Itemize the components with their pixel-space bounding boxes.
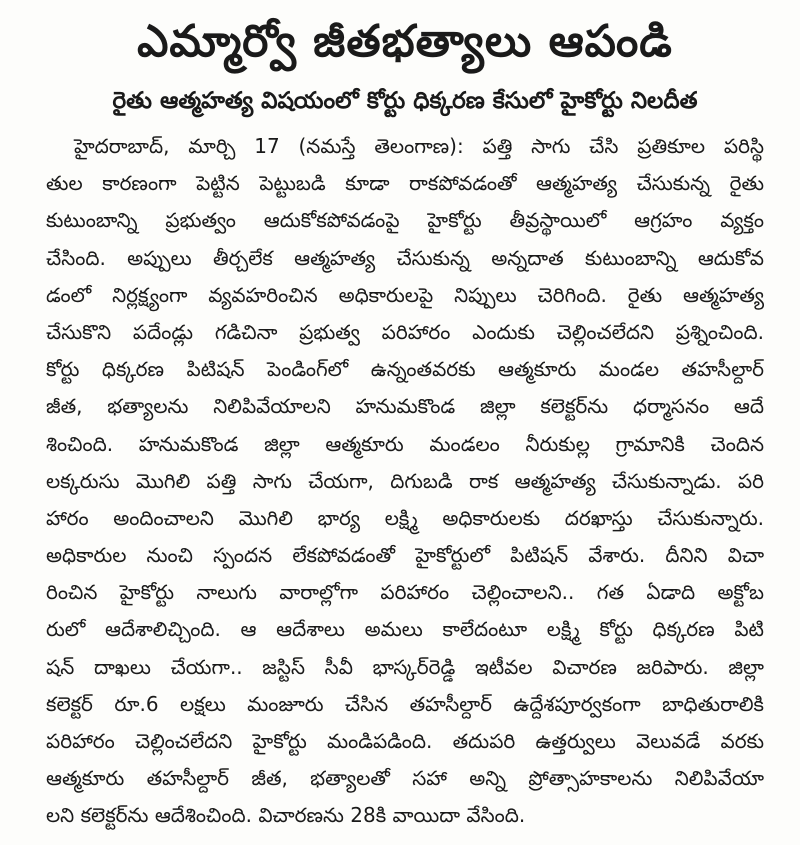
article-line: కలెక్టర్ రూ.6 లక్షలు మంజూరు చేసిన తహసీల్దార్ ఉద్దేశపూర్వకంగా బాధితురాలికి bbox=[46, 691, 764, 716]
article-line: ఆత్మకూరు తహసీల్దార్ జీత, భత్యాలతో సహా అన్ని ప్రోత్సాహకాలను నిలిపివేయా bbox=[46, 766, 764, 791]
article-line: కోర్టు ధిక్కరణ పిటిషన్ పెండింగ్‌లో ఉన్నంతవరకు ఆత్మకూరు మండల తహసీల్దార్ bbox=[46, 357, 764, 382]
article-line: షన్ దాఖలు చేయగా.. జస్టిస్ సీవీ భాస్కర్‌రెడ్డి ఇటీవల విచారణ జరిపారు. జిల్లా bbox=[46, 654, 764, 679]
article-body bbox=[46, 128, 764, 835]
article-line: లక్కరుసు మొగిలి పత్తి సాగు చేయగా, దిగుబడి రాక ఆత్మహత్య చేసుకున్నాడు. పరి bbox=[46, 468, 764, 493]
article-line: రులో ఆదేశాలిచ్చింది. ఆ ఆదేశాలు అమలు కాలేదంటూ లక్ష్మి కోర్టు ధిక్కరణ పిటి bbox=[46, 617, 764, 642]
headline: ఎమ్మార్వో జీతభత్యాలు ఆపండి bbox=[137, 16, 673, 67]
article-line: పరిహారం చెల్లించలేదని హైకోర్టు మండిపడింది. తదుపరి ఉత్తర్వులు వెలువడే వరకు bbox=[46, 729, 764, 753]
article-line: డంలో నిర్లక్ష్యంగా వ్యవహరించిన అధికారులపై నిప్పులు చెరిగింది. రైతు ఆత్మహత్య bbox=[46, 282, 764, 307]
article-line: చేసింది. అప్పులు తీర్చలేక ఆత్మహత్య చేసుకున్న అన్నదాత కుటుంబాన్ని ఆదుకోవ bbox=[46, 245, 764, 270]
article-line: తుల కారణంగా పెట్టిన పెట్టుబడి కూడా రాకపోవడంతో ఆత్మహత్య చేసుకున్న రైతు bbox=[46, 171, 764, 196]
article-line: లని కలెక్టర్‌ను ఆదేశించింది. విచారణను 28కి వాయిదా వేసింది. bbox=[46, 803, 526, 828]
article-line: జీత, భత్యాలను నిలిపివేయాలని హనుమకొండ జిల్లా కలెక్టర్‌ను ధర్మాసనం ఆదే bbox=[46, 394, 764, 419]
article-line: శించింది. హనుమకొండ జిల్లా ఆత్మకూరు మండలం నీరుకుల్ల గ్రామానికి చెందిన bbox=[46, 431, 764, 456]
article-line: కుటుంబాన్ని ప్రభుత్వం ఆదుకోకపోవడంపై హైకోర్టు తీవ్రస్థాయిలో ఆగ్రహం వ్యక్తం bbox=[46, 208, 764, 233]
article-line: హైదరాబాద్, మార్చి 17 (నమస్తే తెలంగాణ): పత్తి సాగు చేసి ప్రతికూల పరిస్థి bbox=[74, 134, 764, 158]
article-line: రించిన హైకోర్టు నాలుగు వారాల్లోగా పరిహారం చెల్లించాలని.. గత ఏడాది అక్టోబ bbox=[46, 580, 764, 605]
article-line: అధికారుల నుంచి స్పందన లేకపోవడంతో హైకోర్టులో పిటిషన్ వేశారు. దీనిని విచా bbox=[46, 543, 764, 568]
article-line: హారం అందించాలని మొగిలి భార్య లక్ష్మి అధికారులకు దరఖాస్తు చేసుకున్నారు. bbox=[46, 505, 764, 530]
subheadline: రైతు ఆత్మహత్య విషయంలో కోర్టు ధిక్కరణ కేసులో హైకోర్టు నిలదీత bbox=[112, 88, 698, 114]
article-line: చేసుకొని పదేండ్లు గడిచినా ప్రభుత్వ పరిహారం ఎందుకు చెల్లించలేదని ప్రశ్నించింది. bbox=[46, 319, 764, 344]
